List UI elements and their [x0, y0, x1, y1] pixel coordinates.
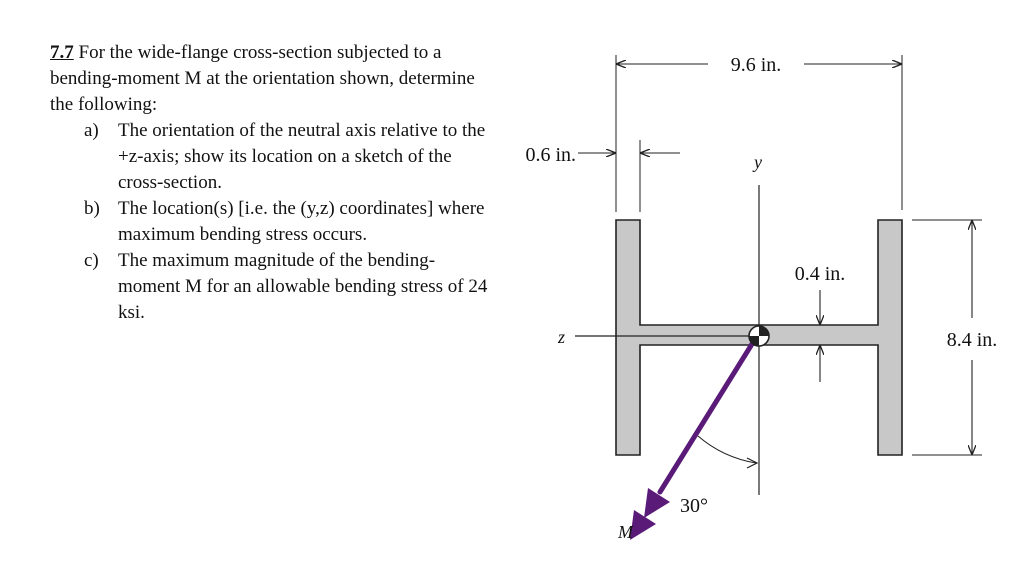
web-thickness-label: 0.4 in. — [794, 263, 846, 285]
centroid-icon — [749, 326, 769, 346]
moment-label: M — [618, 522, 633, 542]
height-dimension-label: 8.4 in. — [946, 329, 998, 351]
part-c-text: The maximum magnitude of the bending-moment M for an allowable bending stress of 24 ksi. — [118, 250, 488, 323]
problem-intro-text: For the wide-flange cross-section subjected to a bending-moment M at the orientation shown, determine the following: — [50, 42, 475, 115]
part-b-text: The location(s) [i.e. the (y,z) coordinates] where maximum bending stress occurs. — [118, 198, 485, 245]
angle-label: 30° — [680, 495, 708, 517]
part-b-label: b) — [84, 198, 100, 219]
moment-arrowhead-2 — [630, 510, 656, 540]
y-axis-label: y — [754, 152, 762, 172]
problem-number: 7.7 — [50, 42, 74, 63]
moment-arrowhead-1 — [644, 488, 670, 518]
angle-arc — [698, 436, 756, 463]
part-c-label: c) — [84, 250, 99, 271]
width-dimension-label: 9.6 in. — [730, 54, 782, 76]
part-a-text: The orientation of the neutral axis relative to the +z-axis; show its location on a sketch of the cross-section. — [118, 120, 486, 193]
part-a-label: a) — [84, 120, 99, 141]
moment-arrow-shaft — [660, 344, 752, 492]
flange-thickness-label: 0.6 in. — [525, 144, 576, 166]
z-axis-label: z — [558, 327, 566, 347]
